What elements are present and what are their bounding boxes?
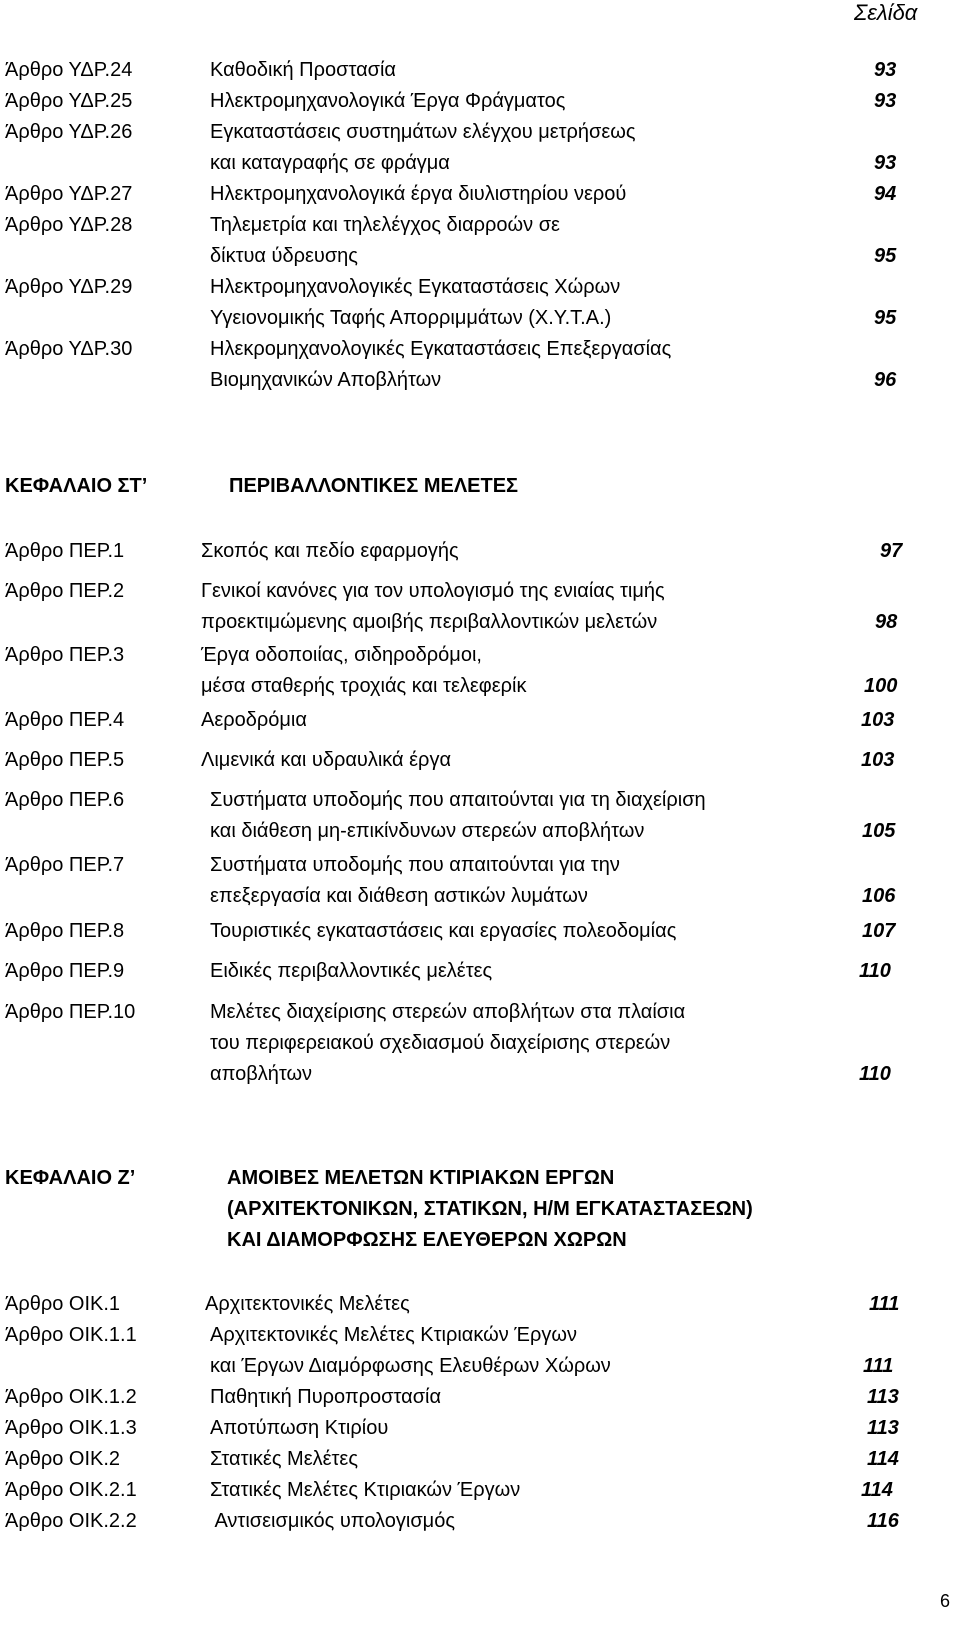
entry-title: Αεροδρόμια: [201, 709, 307, 731]
entry-page: 111: [869, 1293, 900, 1315]
entry-page: 107: [862, 920, 896, 942]
entry-title: Αρχιτεκτονικές Μελέτες Κτιριακών Έργων: [210, 1324, 577, 1346]
entry-title-cont: μέσα σταθερής τροχιάς και τελεφερίκ: [201, 675, 527, 697]
entry-page: 93: [874, 59, 897, 81]
entry-title: Γενικοί κανόνες για τον υπολογισμό της ενιαίας τιμής: [201, 580, 665, 602]
chapter-title-cont: ΚΑΙ ΔΙΑΜΟΡΦΩΣΗΣ ΕΛΕΥΘΕΡΩΝ ΧΩΡΩΝ: [227, 1229, 627, 1251]
entry-title: Εγκαταστάσεις συστημάτων ελέγχου μετρήσεως: [210, 121, 636, 143]
entry-code: Άρθρο ΥΔΡ.26: [5, 121, 133, 143]
chapter-label: ΚΕΦΑΛΑΙΟ Ζ’: [5, 1167, 136, 1189]
page-number: 6: [940, 1591, 951, 1611]
entry-page: 105: [862, 820, 896, 842]
entry-page: 94: [874, 183, 897, 205]
entry-title: Ηλεκτρομηχανολογικά Έργα Φράγματος: [210, 90, 566, 112]
entry-code: Άρθρο ΟΙΚ.2: [5, 1448, 121, 1470]
entry-title: Αρχιτεκτονικές Μελέτες: [205, 1293, 410, 1315]
entry-title: Ειδικές περιβαλλοντικές μελέτες: [210, 960, 493, 982]
entry-code: Άρθρο ΠΕΡ.8: [5, 920, 125, 942]
entry-code: Άρθρο ΟΙΚ.2.1: [5, 1479, 137, 1501]
entry-code: Άρθρο ΥΔΡ.27: [5, 183, 133, 205]
entry-title: Αντισεισμικός υπολογισμός: [210, 1510, 455, 1532]
entry-title: Μελέτες διαχείρισης στερεών αποβλήτων στα πλαίσια: [210, 1001, 686, 1023]
entry-title: Τηλεμετρία και τηλελέγχος διαρροών σε: [210, 214, 560, 236]
entry-title: Έργα οδοποιίας, σιδηροδρόμοι,: [201, 644, 482, 666]
entry-code: Άρθρο ΠΕΡ.10: [5, 1001, 136, 1023]
entry-code: Άρθρο ΥΔΡ.29: [5, 276, 133, 298]
chapter-title: ΠΕΡΙΒΑΛΛΟΝΤΙΚΕΣ ΜΕΛΕΤΕΣ: [229, 475, 519, 497]
entry-title-cont: και καταγραφής σε φράγμα: [210, 152, 450, 174]
entry-title: Ηλεκτρομηχανολογικά έργα διυλιστηρίου νερού: [210, 183, 627, 205]
entry-page: 100: [864, 675, 898, 697]
entry-code: Άρθρο ΥΔΡ.28: [5, 214, 133, 236]
entry-code: Άρθρο ΠΕΡ.2: [5, 580, 125, 602]
entry-code: Άρθρο ΠΕΡ.6: [5, 789, 125, 811]
entry-title-cont: δίκτυα ύδρευσης: [210, 245, 358, 267]
entry-page: 93: [874, 90, 897, 112]
entry-page: 103: [861, 709, 895, 731]
entry-title: Αποτύπωση Κτιρίου: [210, 1417, 389, 1439]
entry-title-cont: και διάθεση μη-επικίνδυνων στερεών αποβλήτων: [210, 820, 645, 842]
entry-title-cont: Βιομηχανικών Αποβλήτων: [210, 369, 442, 391]
entry-page: 98: [875, 611, 898, 633]
entry-title: Λιμενικά και υδραυλικά έργα: [201, 749, 451, 771]
entry-page: 97: [880, 540, 903, 562]
entry-title: Παθητική Πυροπροστασία: [210, 1386, 442, 1408]
entry-code: Άρθρο ΠΕΡ.3: [5, 644, 125, 666]
entry-title: Στατικές Μελέτες: [210, 1448, 358, 1470]
entry-page: 116: [867, 1510, 899, 1532]
entry-code: Άρθρο ΟΙΚ.1.3: [5, 1417, 137, 1439]
entry-title-cont: αποβλήτων: [210, 1063, 313, 1085]
entry-page: 110: [859, 1063, 891, 1085]
chapter-heading: [5, 1163, 935, 1251]
entry-page: 106: [862, 885, 896, 907]
entry-title: Στατικές Μελέτες Κτιριακών Έργων: [210, 1479, 521, 1501]
entry-code: Άρθρο ΠΕΡ.9: [5, 960, 125, 982]
entry-page: 95: [874, 245, 897, 267]
entry-page: 113: [867, 1417, 899, 1439]
page-column-label: Σελίδα: [854, 0, 918, 25]
chapter-title-cont: (ΑΡΧΙΤΕΚΤΟΝΙΚΩΝ, ΣΤΑΤΙΚΩΝ, Η/Μ ΕΓΚΑΤΑΣΤΑΣΕΩΝ): [227, 1198, 753, 1220]
entry-code: Άρθρο ΟΙΚ.1.1: [5, 1324, 137, 1346]
entry-title: Καθοδική Προστασία: [210, 59, 396, 81]
entry-page: 111: [863, 1355, 894, 1377]
chapter-heading: [5, 471, 935, 502]
entry-code: Άρθρο ΥΔΡ.24: [5, 59, 133, 81]
entry-code: Άρθρο ΠΕΡ.4: [5, 709, 125, 731]
entry-title-cont: και Έργων Διαμόρφωσης Ελευθέρων Χώρων: [210, 1355, 611, 1377]
entry-page: 95: [874, 307, 897, 329]
entry-title: Ηλεκτρομηχανολογικές Εγκαταστάσεις Χώρων: [210, 276, 621, 298]
entry-code: Άρθρο ΟΙΚ.2.2: [5, 1510, 137, 1532]
entry-page: 93: [874, 152, 897, 174]
entry-code: Άρθρο ΠΕΡ.5: [5, 749, 125, 771]
entry-title: Συστήματα υποδομής που απαιτούνται για τη διαχείριση: [210, 789, 706, 811]
entry-code: Άρθρο ΠΕΡ.7: [5, 854, 125, 876]
entry-title-cont: του περιφερειακού σχεδιασμού διαχείρισης στερεών: [210, 1032, 671, 1054]
entry-code: Άρθρο ΥΔΡ.25: [5, 90, 133, 112]
entry-page: 114: [861, 1479, 893, 1501]
chapter-label: ΚΕΦΑΛΑΙΟ ΣΤ’: [5, 475, 148, 497]
entry-code: Άρθρο ΥΔΡ.30: [5, 338, 133, 360]
entry-title-cont: προεκτιμώμενης αμοιβής περιβαλλοντικών μελετών: [201, 611, 658, 633]
entry-code: Άρθρο ΟΙΚ.1: [5, 1293, 121, 1315]
entry-code: Άρθρο ΟΙΚ.1.2: [5, 1386, 137, 1408]
entry-page: 96: [874, 369, 897, 391]
entry-title: Συστήματα υποδομής που απαιτούνται για την: [210, 854, 620, 876]
entry-page: 114: [867, 1448, 899, 1470]
entry-title: Ηλεκρομηχανολογικές Εγκαταστάσεις Επεξεργασίας: [210, 338, 672, 360]
entry-page: 110: [859, 960, 891, 982]
entry-page: 103: [861, 749, 895, 771]
chapter-title: ΑΜΟΙΒΕΣ ΜΕΛΕΤΩΝ ΚΤΙΡΙΑΚΩΝ ΕΡΓΩΝ: [227, 1167, 615, 1189]
entry-page: 113: [867, 1386, 899, 1408]
entry-code: Άρθρο ΠΕΡ.1: [5, 540, 125, 562]
entry-title: Σκοπός και πεδίο εφαρμογής: [201, 540, 459, 562]
entry-title: Τουριστικές εγκαταστάσεις και εργασίες πολεοδομίας: [210, 920, 677, 942]
entry-title-cont: Υγειονομικής Ταφής Απορριμμάτων (Χ.Υ.Τ.Α.): [210, 307, 612, 329]
entry-title-cont: επεξεργασία και διάθεση αστικών λυμάτων: [210, 885, 588, 907]
